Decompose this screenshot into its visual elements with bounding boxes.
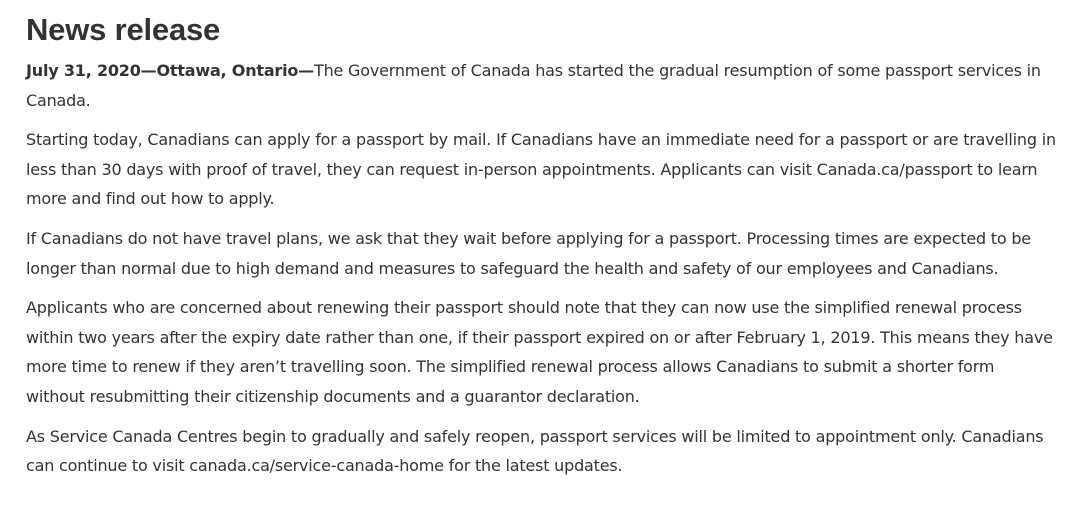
body-paragraph-simplified-renewal: Applicants who are concerned about renewing their passport should note that they can now use the simplified renewal process within two years after the expiry date rather than one, if their passport expired on or after February 1, 2019. This means they have more time to renew if they aren’t travelling soon. The simplified renewal process allows Canadians to submit a shorter form without resubmitting their citizenship documents and a guarantor declaration. xyxy=(26,298,1053,406)
body-paragraph-service-canada-centres: As Service Canada Centres begin to gradually and safely reopen, passport services will be limited to appointment only. Canadians can continue to visit canada.ca/service-canada-home for the latest updates. xyxy=(26,426,1044,476)
lead-paragraph-text: The Government of Canada has started the gradual resumption of some passport services in Canada. xyxy=(26,61,1041,110)
lead-paragraph xyxy=(26,56,1056,115)
page-title: News release xyxy=(26,12,221,47)
body-paragraph-travel-plans: If Canadians do not have travel plans, we ask that they wait before applying for a passport. Processing times are expected to be longer than normal due to high demand and measures to safeguard the health and safety of our employees and Canadians. xyxy=(26,228,1031,278)
dateline: July 31, 2020—Ottawa, Ontario— xyxy=(26,61,315,80)
body-paragraph-mail-applications: Starting today, Canadians can apply for a passport by mail. If Canadians have an immediate need for a passport or are travelling in less than 30 days with proof of travel, they can request in-person appointments. Applicants can visit Canada.ca/passport to learn more and find out how to apply. xyxy=(26,130,1056,209)
